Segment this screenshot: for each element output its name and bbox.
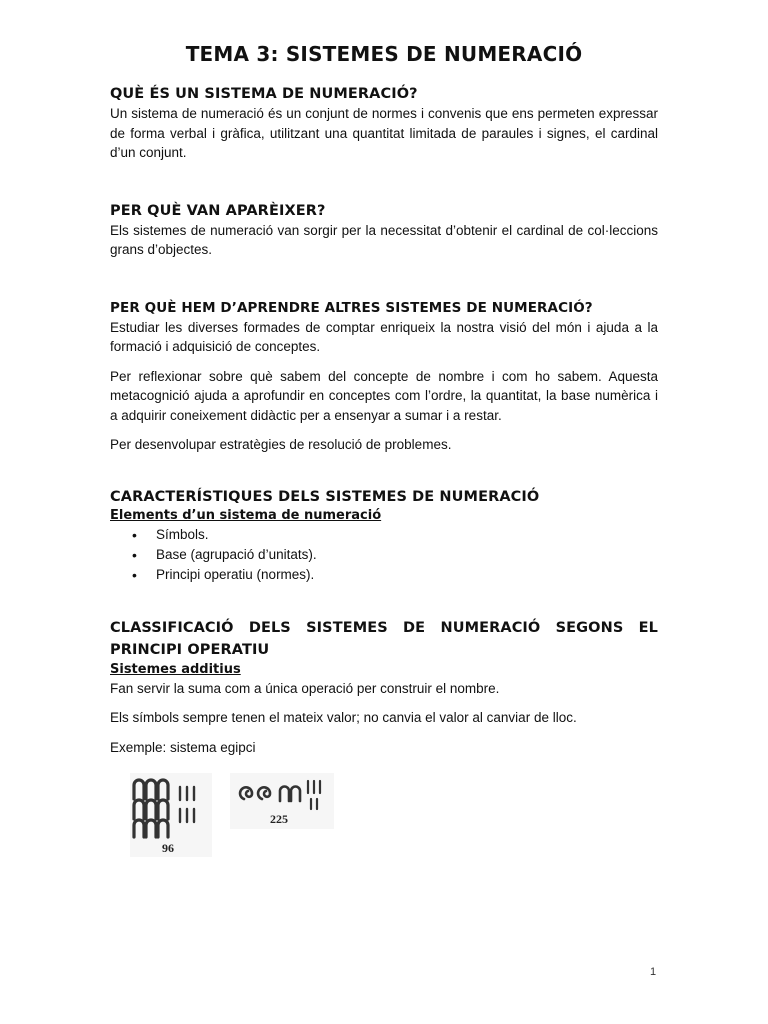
page-number: 1 [650,966,657,978]
egyptian-numerals-figures [110,773,658,873]
subsection-heading: Elements d’un sistema de numeració [110,507,382,523]
paragraph: Els símbols sempre tenen el mateix valor; no canvia el valor al canviar de lloc. [110,710,577,725]
egyptian-225-image [230,773,334,829]
paragraph: Fan servir la suma com a única operació per construir el nombre. [110,680,500,696]
section-what-is [110,84,658,163]
list-item: • Símbols. [156,525,658,545]
paragraph: Per desenvolupar estratègies de resolució de problemes. [110,437,452,452]
figure-caption: 96 [162,841,174,855]
section-classification [110,617,658,758]
figure-caption: 225 [270,812,288,826]
section-why-learn [110,298,658,455]
paragraph: Estudiar les diverses formades de comptar enriqueix la nostra visió del món i ajuda a la formació i adquisició de conceptes. [110,319,658,354]
paragraph: Exemple: sistema egipci [110,739,256,755]
list-item: • Base (agrupació d’unitats). [156,545,658,565]
section-heading: CLASSIFICACIÓ DELS SISTEMES DE NUMERACIÓ SEGONS EL PRINCIPI OPERATIU [110,619,658,658]
section-heading: PER QUÈ VAN APARÈIXER? [110,202,326,219]
paragraph: Els sistemes de numeració van sorgir per la necessitat d’obtenir el cardinal de col·leccions grans d’objectes. [110,222,658,257]
egyptian-96-figure [130,773,212,857]
bullet-list [110,525,658,585]
section-why-appeared [110,201,658,260]
section-heading: CARACTERÍSTIQUES DELS SISTEMES DE NUMERACIÓ [110,488,540,505]
list-item: • Principi operatiu (normes). [156,565,658,585]
section-heading: PER QUÈ HEM D’APRENDRE ALTRES SISTEMES DE NUMERACIÓ? [110,299,593,316]
section-characteristics [110,487,658,585]
paragraph: Per reflexionar sobre què sabem del concepte de nombre i com ho sabem. Aquesta metacognició ajuda a aprofundir en conceptes com l’ordre, la quantitat, la base numèrica i a adquirir coneixement didàctic per a ensenyar a sumar i a restar. [110,368,658,423]
document-title: TEMA 3: SISTEMES DE NUMERACIÓ [185,42,583,66]
section-heading: QUÈ ÉS UN SISTEMA DE NUMERACIÓ? [110,86,418,102]
paragraph: Un sistema de numeració és un conjunt de normes i convenis que ens permeten expressar de forma verbal i gràfica, utilitzant una quantitat limitada de paraules i signes, el cardinal d’un conjunt. [110,106,658,160]
egyptian-96-image [130,773,212,857]
subsection-heading: Sistemes additius [110,661,241,677]
egyptian-225-figure [230,773,334,829]
document-body [110,84,658,873]
